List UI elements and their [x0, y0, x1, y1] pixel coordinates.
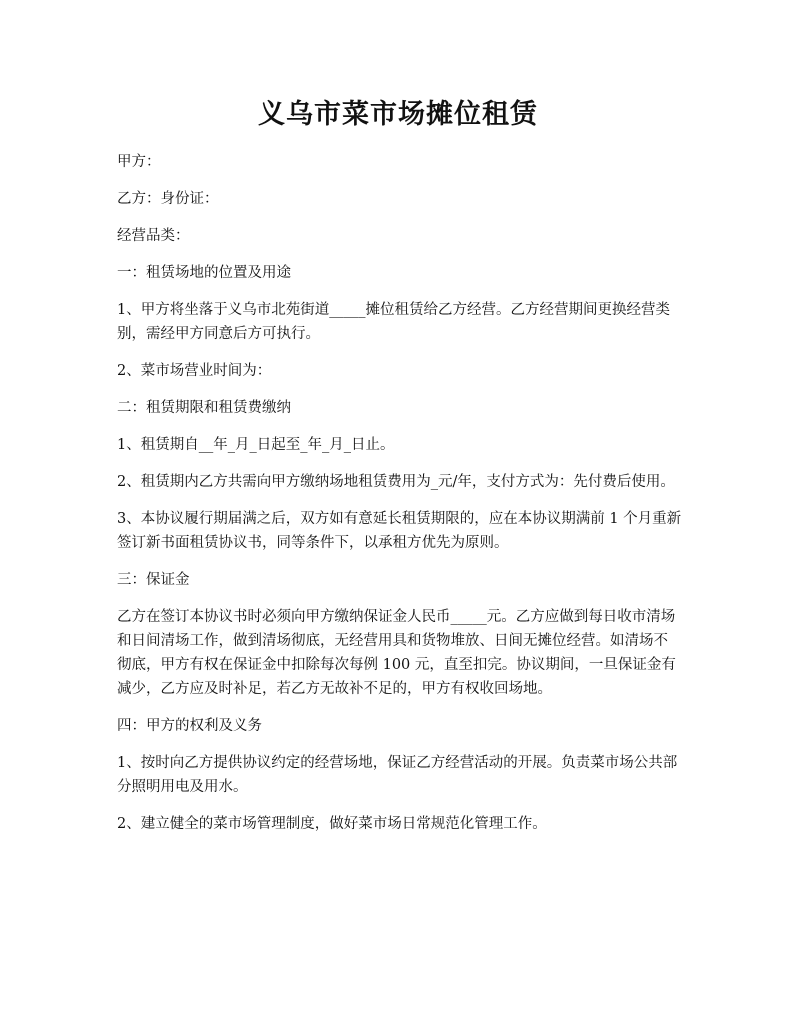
clause-4-1: 1、按时向乙方提供协议约定的经营场地，保证乙方经营活动的开展。负责菜市场公共部分照明用电及用水。 [117, 755, 678, 795]
party-a-line: 甲方： [117, 154, 161, 170]
clause-1-1: 1、甲方将坐落于义乌市北苑街道_____摊位租赁给乙方经营。乙方经营期间更换经营类别，需经甲方同意后方可执行。 [117, 302, 670, 342]
document-body [117, 150, 682, 849]
clause-2-2: 2、租赁期内乙方共需向甲方缴纳场地租赁费用为_元/年，支付方式为：先付费后使用。 [117, 474, 675, 490]
clause-1-2: 2、菜市场营业时间为： [117, 363, 272, 379]
clause-2-3: 3、本协议履行期届满之后，双方如有意延长租赁期限的，应在本协议期满前 1 个月重新签订新书面租赁协议书，同等条件下，以承租方优先为原则。 [117, 511, 682, 551]
section-heading-4: 四：甲方的权利及义务 [117, 718, 262, 734]
clause-4-2: 2、建立健全的菜市场管理制度，做好菜市场日常规范化管理工作。 [117, 816, 547, 832]
party-b-line: 乙方：身份证： [117, 191, 219, 207]
document-title: 义乌市菜市场摊位租赁 [258, 99, 538, 130]
business-category-line: 经营品类： [117, 228, 190, 244]
section-heading-2: 二：租赁期限和租赁费缴纳 [117, 400, 291, 416]
clause-2-1: 1、租赁期自__年_月_日起至_年_月_日止。 [117, 437, 395, 453]
clause-3-deposit: 乙方在签订本协议书时必须向甲方缴纳保证金人民币_____元。乙方应做到每日收市清场和日间清场工作，做到清场彻底，无经营用具和货物堆放、日间无摊位经营。如清场不彻底，甲方有权在保证金中扣除每次每例 100 元，直至扣完。协议期间，一旦保证金有减少，乙方应及时补足，若乙方无故补不足的，甲方有权收回场地。 [117, 609, 676, 697]
section-heading-3: 三：保证金 [117, 572, 190, 588]
section-heading-1: 一：租赁场地的位置及用途 [117, 265, 291, 281]
